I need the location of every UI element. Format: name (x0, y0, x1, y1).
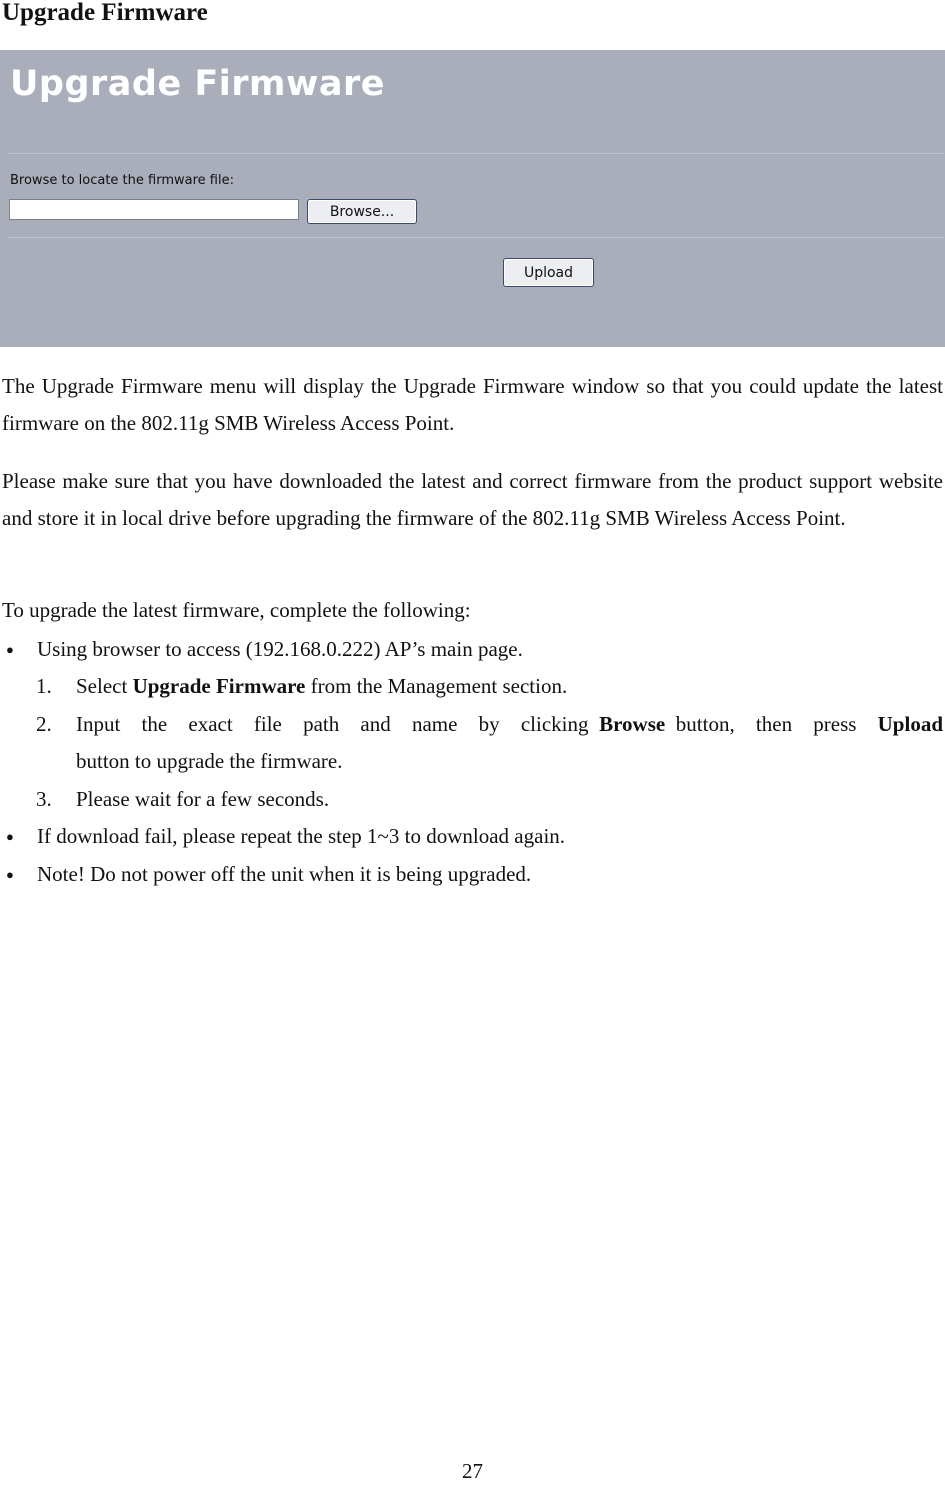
list-item: If download fail, please repeat the step 1~3 to download again. (37, 824, 566, 848)
step-number: 2. (36, 712, 52, 736)
step-item-continuation: button to upgrade the firmware. (76, 749, 343, 773)
list-item: Note! Do not power off the unit when it is being upgraded. (37, 862, 532, 886)
instruction-paragraph: Please make sure that you have downloaded the latest and correct firmware from the product support website and store it in local drive before upgrading the firmware of the 802.11g SMB Wireless Access Point. (2, 469, 943, 530)
steps-intro: To upgrade the latest firmware, complete the following: (2, 598, 471, 622)
step-item: Input the exact file path and name by clicking Browse button, then press Upload (76, 712, 943, 736)
firmware-file-input[interactable] (9, 199, 299, 220)
page-number: 27 (462, 1459, 483, 1483)
divider (8, 153, 943, 154)
step-item: Select Upgrade Firmware from the Management section. (76, 674, 568, 698)
browse-button[interactable]: Browse... (307, 199, 417, 224)
panel-title: Upgrade Firmware (10, 64, 385, 104)
browse-label: Browse to locate the firmware file: (10, 173, 234, 188)
step-number: 1. (36, 674, 52, 698)
section-heading: Upgrade Firmware (2, 0, 208, 26)
intro-paragraph: The Upgrade Firmware menu will display the Upgrade Firmware window so that you could update the latest firmware on the 802.11g SMB Wireless Access Point. (2, 374, 943, 435)
step-number: 3. (36, 787, 52, 811)
list-item: Using browser to access (192.168.0.222) AP’s main page. (37, 637, 523, 661)
divider (8, 237, 943, 238)
step-item: Please wait for a few seconds. (76, 787, 330, 811)
upload-button[interactable]: Upload (503, 258, 594, 287)
